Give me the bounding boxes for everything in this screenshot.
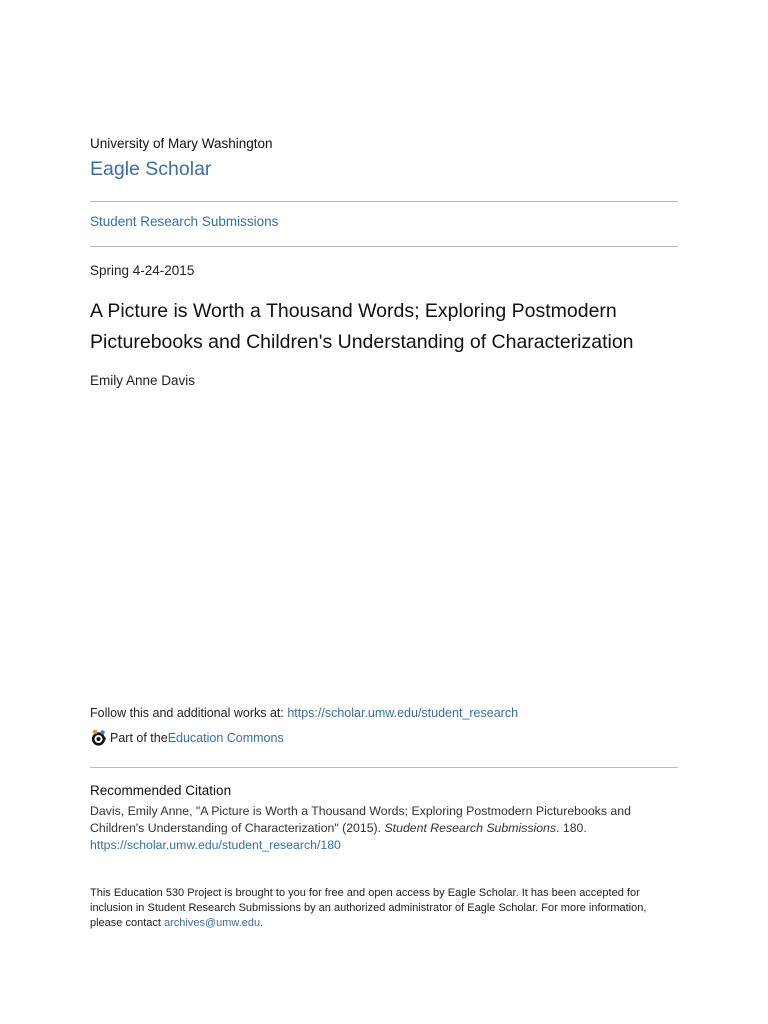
access-notice-end: . — [260, 917, 264, 929]
follow-line — [90, 706, 518, 720]
contact-email-link[interactable]: archives@umw.edu — [164, 917, 261, 929]
document-title: A Picture is Worth a Thousand Words; Exploring Postmodern Picturebooks and Children's Understanding of Characterization — [90, 300, 634, 353]
author-name: Emily Anne Davis — [90, 373, 196, 388]
institution-name: University of Mary Washington — [90, 136, 273, 151]
cover-page — [90, 0, 678, 1024]
commons-network-icon — [90, 729, 107, 746]
citation-journal: Student Research Submissions — [384, 821, 557, 835]
citation-body — [90, 803, 678, 854]
follow-label: Follow this and additional works at: — [90, 706, 288, 720]
repository-link[interactable]: Eagle Scholar — [90, 158, 212, 180]
citation-url-link[interactable]: https://scholar.umw.edu/student_research/180 — [90, 838, 341, 852]
divider — [90, 246, 678, 247]
citation-heading: Recommended Citation — [90, 783, 232, 798]
publication-date: Spring 4-24-2015 — [90, 263, 195, 278]
citation-text: Davis, Emily Anne, "A Picture is Worth a Thousand Words; Exploring Postmodern Picturebooks and Children's Understanding of Characterization" (2015). — [90, 804, 631, 835]
part-of-label: Part of the — [110, 730, 168, 745]
education-commons-link[interactable]: Education Commons — [167, 730, 284, 745]
citation-number: . 180. — [556, 821, 587, 835]
divider — [90, 767, 678, 768]
collection-url-link[interactable]: https://scholar.umw.edu/student_research — [287, 706, 519, 720]
access-notice — [90, 886, 678, 931]
access-notice-text: This Education 530 Project is brought to you for free and open access by Eagle Scholar. It has been accepted for inclusion in Student Research Submissions by an authorized administrator of Eagle Scholar. For more information, please contact — [90, 887, 647, 929]
part-of-line — [90, 729, 284, 746]
divider — [90, 201, 678, 202]
collection-link[interactable]: Student Research Submissions — [90, 214, 279, 229]
